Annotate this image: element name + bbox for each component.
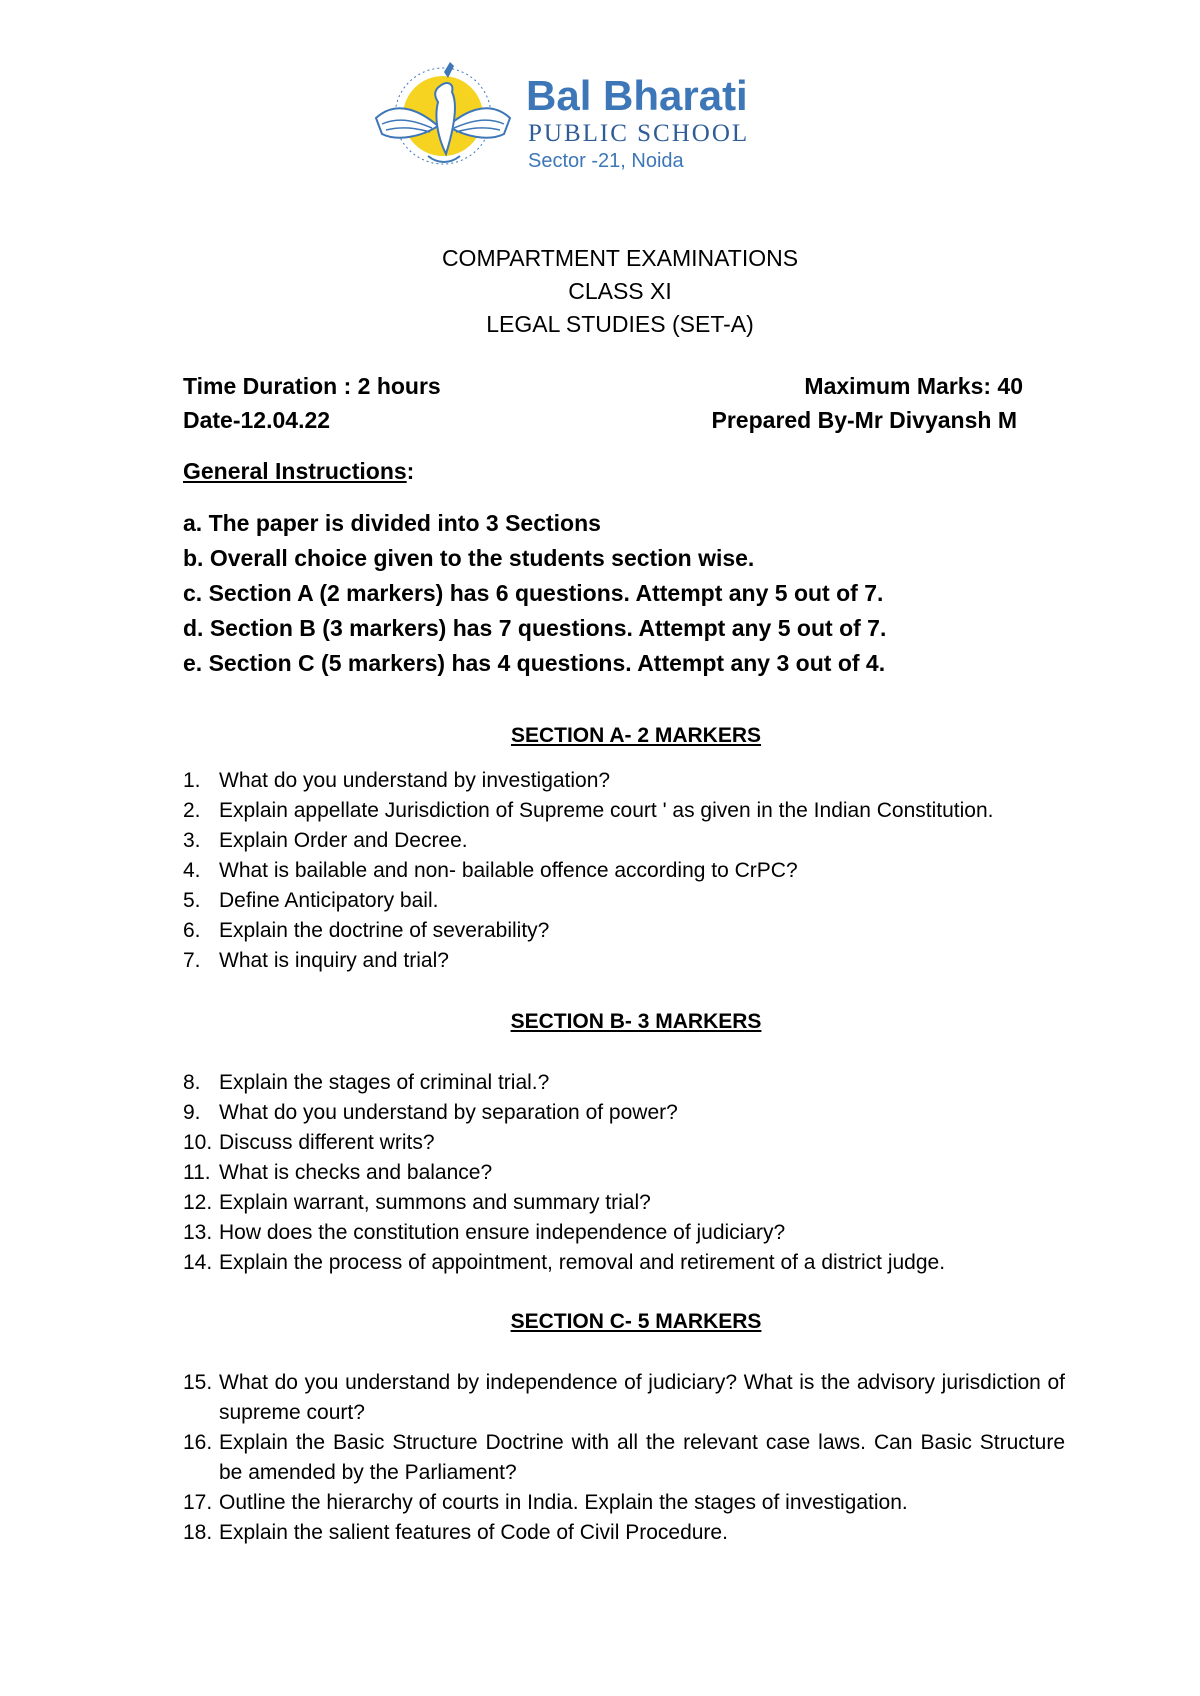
- subject-title: LEGAL STUDIES (SET-A): [486, 311, 754, 337]
- question-number: 15.: [183, 1371, 213, 1394]
- general-instructions-label: General Instructions: [183, 458, 407, 484]
- question-text: Explain appellate Jurisdiction of Supreme court ' as given in the Indian Constitution.: [219, 799, 994, 822]
- question-item: [183, 796, 1065, 826]
- question-text: Outline the hierarchy of courts in India. Explain the stages of investigation.: [219, 1491, 908, 1514]
- question-item: [183, 1368, 1065, 1428]
- question-item: [183, 1428, 1065, 1488]
- question-text: Explain warrant, summons and summary trial?: [219, 1191, 651, 1214]
- question-item: [183, 766, 1065, 796]
- question-item: [183, 1248, 1065, 1278]
- question-text: Explain the stages of criminal trial.?: [219, 1071, 550, 1094]
- exam-title-block: [0, 242, 1200, 341]
- question-number: 16.: [183, 1431, 213, 1454]
- question-text: What is inquiry and trial?: [219, 949, 449, 972]
- instruction-item: e. Section C (5 markers) has 4 questions. Attempt any 3 out of 4.: [183, 650, 886, 676]
- winged-figure-sun-emblem-icon: [368, 58, 518, 178]
- section-c-questions: [183, 1368, 1065, 1548]
- meta-row-date-author: [183, 407, 1023, 440]
- question-item: [183, 1488, 1065, 1518]
- question-text: How does the constitution ensure independence of judiciary?: [219, 1221, 786, 1244]
- question-text: What do you understand by investigation?: [219, 769, 611, 792]
- instruction-item: b. Overall choice given to the students section wise.: [183, 545, 755, 571]
- time-duration: Time Duration : 2 hours: [183, 373, 441, 399]
- question-item: [183, 856, 1065, 886]
- question-number: 17.: [183, 1491, 213, 1514]
- question-number: 7.: [183, 949, 201, 972]
- question-text: What is checks and balance?: [219, 1161, 493, 1184]
- school-subtitle: PUBLIC SCHOOL: [528, 120, 750, 147]
- instruction-item: c. Section A (2 markers) has 6 questions. Attempt any 5 out of 7.: [183, 580, 884, 606]
- section-a-heading: SECTION A- 2 MARKERS: [510, 724, 762, 747]
- question-item: [183, 916, 1065, 946]
- question-item: [183, 1098, 1065, 1128]
- instruction-item: d. Section B (3 markers) has 7 questions. Attempt any 5 out of 7.: [183, 615, 887, 641]
- meta-row-time-marks: [183, 373, 1023, 406]
- section-b-questions: [183, 1068, 1065, 1278]
- question-item: [183, 826, 1065, 856]
- question-text: Explain Order and Decree.: [219, 829, 468, 852]
- question-text: What do you understand by separation of power?: [219, 1101, 678, 1124]
- general-instructions-colon: :: [406, 458, 415, 484]
- question-number: 8.: [183, 1071, 201, 1094]
- maximum-marks: Maximum Marks: 40: [804, 373, 1023, 399]
- question-text: What do you understand by independence of judiciary? What is the advisory jurisdiction of supreme court?: [219, 1371, 1065, 1424]
- question-text: Explain the doctrine of severability?: [219, 919, 550, 942]
- question-item: [183, 1158, 1065, 1188]
- question-text: Explain the Basic Structure Doctrine with all the relevant case laws. Can Basic Structure be amended by the Parliament?: [219, 1431, 1065, 1484]
- question-number: 10.: [183, 1131, 213, 1154]
- question-number: 11.: [183, 1161, 211, 1184]
- instruction-item: a. The paper is divided into 3 Sections: [183, 510, 601, 536]
- school-location: Sector -21, Noida: [528, 150, 684, 172]
- question-text: Explain the process of appointment, removal and retirement of a district judge.: [219, 1251, 946, 1274]
- question-text: Explain the salient features of Code of Civil Procedure.: [219, 1521, 728, 1544]
- question-item: [183, 1128, 1065, 1158]
- question-number: 3.: [183, 829, 201, 852]
- section-b-heading: SECTION B- 3 MARKERS: [510, 1010, 762, 1033]
- question-item: [183, 1518, 1065, 1548]
- question-text: Discuss different writs?: [219, 1131, 435, 1154]
- question-text: Define Anticipatory bail.: [219, 889, 439, 912]
- question-text: What is bailable and non- bailable offence according to CrPC?: [219, 859, 798, 882]
- section-a-questions: [183, 766, 1065, 976]
- question-number: 4.: [183, 859, 201, 882]
- prepared-by: Prepared By-Mr Divyansh M: [711, 407, 1017, 433]
- question-number: 6.: [183, 919, 201, 942]
- exam-title: COMPARTMENT EXAMINATIONS: [441, 245, 799, 271]
- question-item: [183, 886, 1065, 916]
- instructions-list: [183, 506, 886, 681]
- question-number: 5.: [183, 889, 201, 912]
- question-number: 1.: [183, 769, 201, 792]
- question-item: [183, 1068, 1065, 1098]
- question-item: [183, 1188, 1065, 1218]
- school-name: Bal Bharati: [526, 72, 748, 119]
- section-c-heading: SECTION C- 5 MARKERS: [510, 1310, 762, 1333]
- question-item: [183, 946, 1065, 976]
- question-number: 9.: [183, 1101, 201, 1124]
- question-number: 13.: [183, 1221, 213, 1244]
- question-number: 2.: [183, 799, 201, 822]
- class-title: CLASS XI: [568, 278, 672, 304]
- general-instructions-heading: [183, 458, 414, 485]
- exam-date: Date-12.04.22: [183, 407, 331, 433]
- question-item: [183, 1218, 1065, 1248]
- school-logo: [368, 58, 788, 178]
- question-number: 14.: [183, 1251, 213, 1274]
- question-number: 12.: [183, 1191, 213, 1214]
- question-number: 18.: [183, 1521, 213, 1544]
